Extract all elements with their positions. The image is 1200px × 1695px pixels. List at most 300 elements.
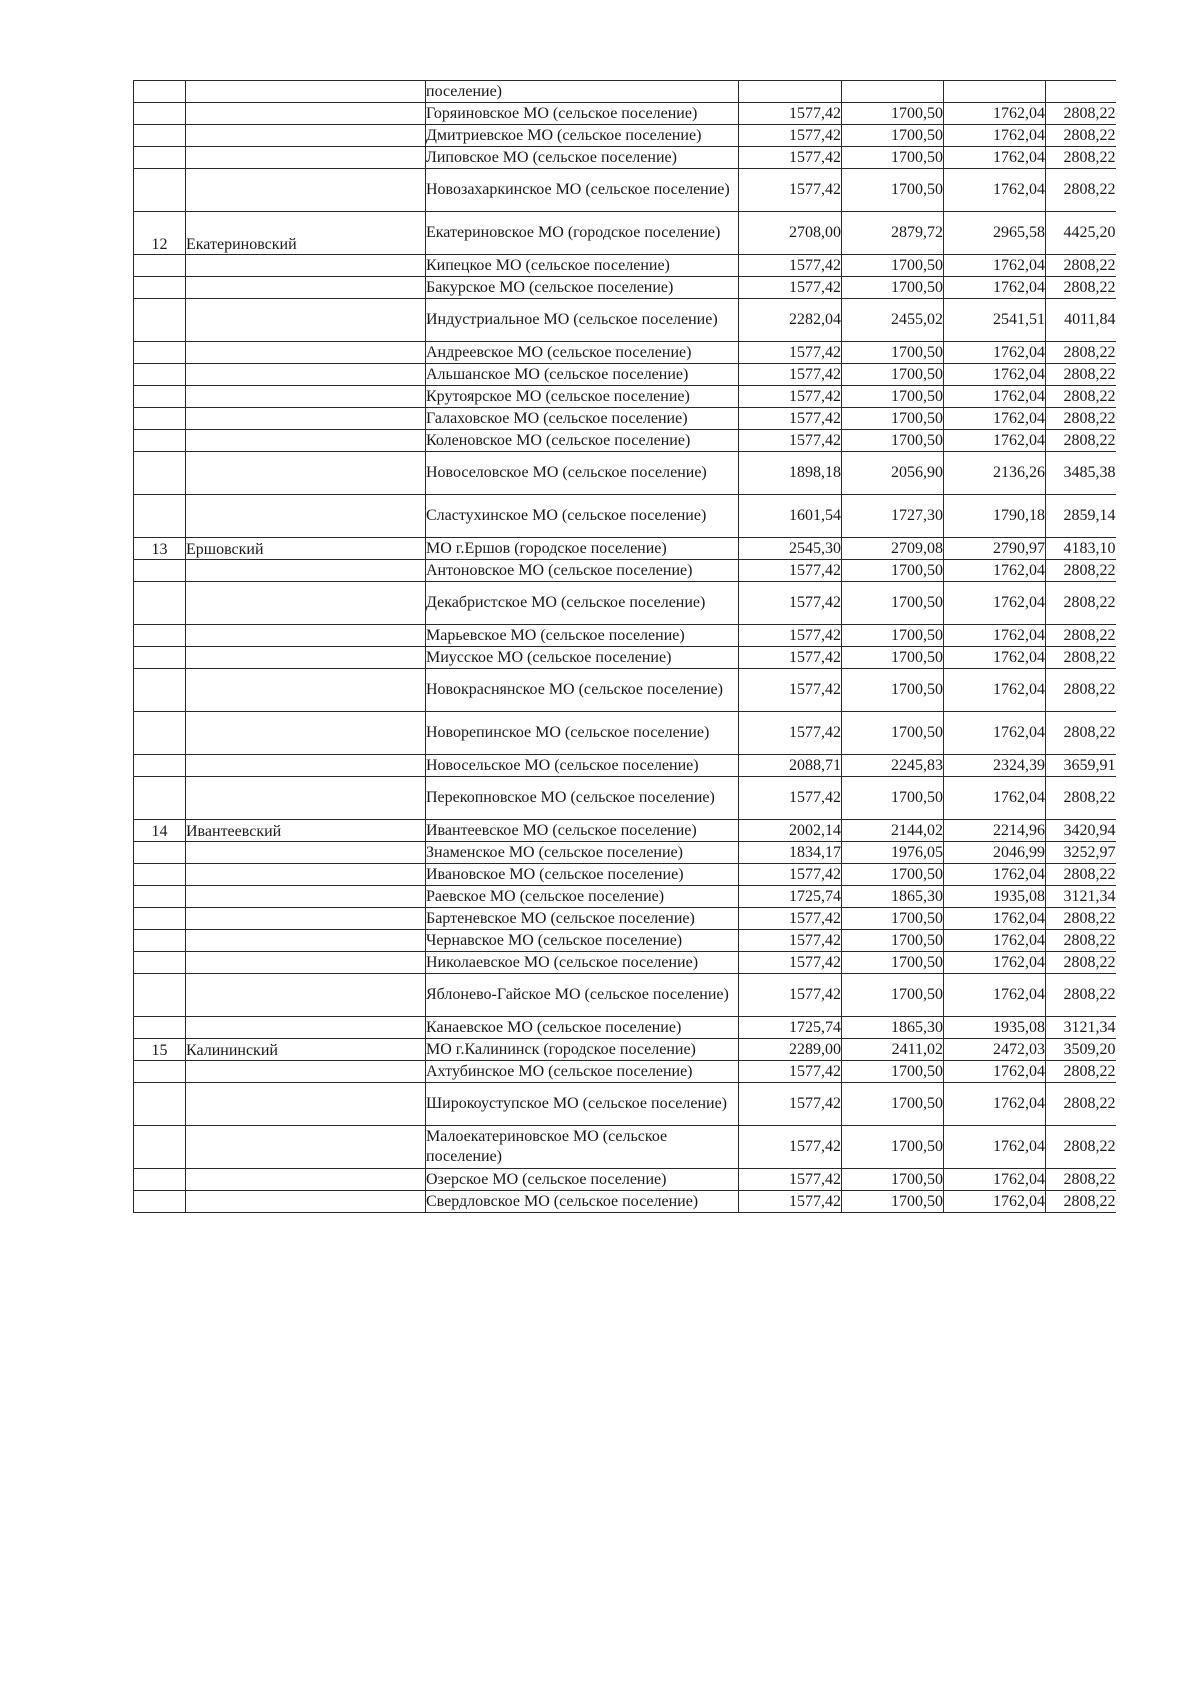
value-cell: 1700,50 (842, 386, 944, 408)
district-cell (186, 81, 426, 103)
value-cell: 1725,74 (739, 1017, 842, 1039)
row-number-cell (134, 81, 186, 103)
value-cell: 1577,42 (739, 908, 842, 930)
municipality-cell: Галаховское МО (сельское поселение) (426, 408, 739, 430)
table-row (134, 930, 1116, 952)
district-cell (186, 864, 426, 886)
row-number-cell (134, 386, 186, 408)
municipality-cell: Ивановское МО (сельское поселение) (426, 864, 739, 886)
value-cell: 1577,42 (739, 864, 842, 886)
value-cell: 1700,50 (842, 777, 944, 820)
value-cell: 1700,50 (842, 560, 944, 582)
value-cell: 1700,50 (842, 1169, 944, 1191)
district-cell (186, 495, 426, 538)
value-cell: 2136,26 (944, 452, 1046, 495)
value-cell: 1577,42 (739, 560, 842, 582)
row-number-cell (134, 952, 186, 974)
table-row (134, 864, 1116, 886)
district-cell (186, 342, 426, 364)
value-cell: 1865,30 (842, 886, 944, 908)
row-number-cell (134, 930, 186, 952)
value-cell: 2808,22 (1046, 974, 1116, 1017)
district-cell (186, 560, 426, 582)
value-cell: 2214,96 (944, 820, 1046, 842)
table-row (134, 1126, 1116, 1169)
district-cell (186, 886, 426, 908)
value-cell (944, 81, 1046, 103)
value-cell: 1700,50 (842, 1083, 944, 1126)
district-cell (186, 147, 426, 169)
municipality-cell: Екатериновское МО (городское поселение) (426, 212, 739, 255)
table-row (134, 1039, 1116, 1061)
value-cell: 2144,02 (842, 820, 944, 842)
municipality-cell: Крутоярское МО (сельское поселение) (426, 386, 739, 408)
value-cell: 1762,04 (944, 1191, 1046, 1213)
value-cell: 2808,22 (1046, 147, 1116, 169)
value-cell: 1762,04 (944, 103, 1046, 125)
row-number-cell (134, 1191, 186, 1213)
value-cell: 1762,04 (944, 364, 1046, 386)
value-cell: 2808,22 (1046, 125, 1116, 147)
row-number-cell (134, 277, 186, 299)
value-cell: 2808,22 (1046, 560, 1116, 582)
municipality-cell: Новоселовское МО (сельское поселение) (426, 452, 739, 495)
table-row (134, 255, 1116, 277)
district-cell (186, 299, 426, 342)
value-cell: 1762,04 (944, 712, 1046, 755)
value-cell: 3121,34 (1046, 886, 1116, 908)
municipality-cell: Озерское МО (сельское поселение) (426, 1169, 739, 1191)
value-cell: 1577,42 (739, 277, 842, 299)
value-cell: 1577,42 (739, 255, 842, 277)
row-number-cell (134, 864, 186, 886)
district-cell (186, 625, 426, 647)
value-cell (739, 81, 842, 103)
municipality-cell: Декабристское МО (сельское поселение) (426, 582, 739, 625)
value-cell: 1762,04 (944, 908, 1046, 930)
table-row (134, 560, 1116, 582)
value-cell: 2808,22 (1046, 908, 1116, 930)
value-cell: 1725,74 (739, 886, 842, 908)
value-cell: 1865,30 (842, 1017, 944, 1039)
row-number-cell (134, 886, 186, 908)
value-cell: 1577,42 (739, 408, 842, 430)
value-cell: 1577,42 (739, 777, 842, 820)
municipality-cell: Свердловское МО (сельское поселение) (426, 1191, 739, 1213)
municipality-cell: Антоновское МО (сельское поселение) (426, 560, 739, 582)
table-row (134, 1061, 1116, 1083)
value-cell: 2808,22 (1046, 625, 1116, 647)
district-cell (186, 255, 426, 277)
value-cell: 1700,50 (842, 974, 944, 1017)
row-number-cell: 14 (134, 820, 186, 842)
row-number-cell: 12 (134, 212, 186, 255)
municipality-cell: Широкоуступское МО (сельское поселение) (426, 1083, 739, 1126)
value-cell: 3485,38 (1046, 452, 1116, 495)
value-cell (1046, 81, 1116, 103)
value-cell: 1700,50 (842, 255, 944, 277)
district-cell (186, 647, 426, 669)
value-cell: 1834,17 (739, 842, 842, 864)
value-cell: 2411,02 (842, 1039, 944, 1061)
district-cell (186, 842, 426, 864)
value-cell: 1976,05 (842, 842, 944, 864)
value-cell: 1762,04 (944, 342, 1046, 364)
value-cell: 1935,08 (944, 1017, 1046, 1039)
value-cell: 1762,04 (944, 169, 1046, 212)
value-cell: 2808,22 (1046, 777, 1116, 820)
municipality-cell: Новосельское МО (сельское поселение) (426, 755, 739, 777)
value-cell: 2808,22 (1046, 1061, 1116, 1083)
value-cell: 1577,42 (739, 169, 842, 212)
value-cell: 1577,42 (739, 1126, 842, 1169)
value-cell: 1700,50 (842, 712, 944, 755)
table-row (134, 582, 1116, 625)
value-cell: 1577,42 (739, 430, 842, 452)
value-cell: 1762,04 (944, 277, 1046, 299)
table-row (134, 452, 1116, 495)
value-cell: 1762,04 (944, 255, 1046, 277)
value-cell: 1577,42 (739, 952, 842, 974)
municipality-cell: МО г.Ершов (городское поселение) (426, 538, 739, 560)
value-cell: 1700,50 (842, 1191, 944, 1213)
row-number-cell (134, 560, 186, 582)
value-cell: 1700,50 (842, 147, 944, 169)
value-cell: 1762,04 (944, 1083, 1046, 1126)
district-cell (186, 930, 426, 952)
municipality-cell: МО г.Калининск (городское поселение) (426, 1039, 739, 1061)
value-cell: 2088,71 (739, 755, 842, 777)
value-cell: 3121,34 (1046, 1017, 1116, 1039)
municipality-cell: Новорепинское МО (сельское поселение) (426, 712, 739, 755)
row-number-cell (134, 495, 186, 538)
table-row (134, 755, 1116, 777)
value-cell: 1762,04 (944, 974, 1046, 1017)
municipality-cell: Канаевское МО (сельское поселение) (426, 1017, 739, 1039)
value-cell: 1762,04 (944, 1061, 1046, 1083)
value-cell: 1700,50 (842, 908, 944, 930)
value-cell: 2808,22 (1046, 255, 1116, 277)
value-cell: 1577,42 (739, 342, 842, 364)
row-number-cell (134, 582, 186, 625)
value-cell: 2808,22 (1046, 1126, 1116, 1169)
value-cell: 1762,04 (944, 1126, 1046, 1169)
table-row (134, 342, 1116, 364)
district-cell: Ивантеевский (186, 820, 426, 842)
district-cell (186, 1126, 426, 1169)
table-row (134, 669, 1116, 712)
value-cell: 1577,42 (739, 147, 842, 169)
municipality-cell: Яблонево-Гайское МО (сельское поселение) (426, 974, 739, 1017)
district-cell (186, 952, 426, 974)
row-number-cell (134, 255, 186, 277)
value-cell: 2056,90 (842, 452, 944, 495)
table-row (134, 81, 1116, 103)
row-number-cell (134, 430, 186, 452)
municipality-cell: Дмитриевское МО (сельское поселение) (426, 125, 739, 147)
municipality-cell: Новозахаркинское МО (сельское поселение) (426, 169, 739, 212)
table-row (134, 147, 1116, 169)
district-cell (186, 1017, 426, 1039)
value-cell: 1762,04 (944, 777, 1046, 820)
row-number-cell (134, 712, 186, 755)
value-cell: 1700,50 (842, 1126, 944, 1169)
district-cell (186, 1061, 426, 1083)
value-cell: 2545,30 (739, 538, 842, 560)
municipality-cell: Бакурское МО (сельское поселение) (426, 277, 739, 299)
value-cell: 1577,42 (739, 1169, 842, 1191)
row-number-cell (134, 908, 186, 930)
municipality-cell: Ивантеевское МО (сельское поселение) (426, 820, 739, 842)
value-cell: 3509,20 (1046, 1039, 1116, 1061)
table-row (134, 1191, 1116, 1213)
district-cell (186, 908, 426, 930)
row-number-cell (134, 625, 186, 647)
municipality-cell: Альшанское МО (сельское поселение) (426, 364, 739, 386)
value-cell: 1577,42 (739, 1083, 842, 1126)
district-cell (186, 452, 426, 495)
value-cell: 2808,22 (1046, 1083, 1116, 1126)
district-cell (186, 669, 426, 712)
value-cell: 2808,22 (1046, 952, 1116, 974)
value-cell: 2289,00 (739, 1039, 842, 1061)
table-row (134, 495, 1116, 538)
municipality-cell: Марьевское МО (сельское поселение) (426, 625, 739, 647)
value-cell: 2245,83 (842, 755, 944, 777)
table-row (134, 103, 1116, 125)
value-cell: 2808,22 (1046, 430, 1116, 452)
value-cell: 1898,18 (739, 452, 842, 495)
value-cell: 1700,50 (842, 1061, 944, 1083)
value-cell: 1700,50 (842, 125, 944, 147)
value-cell: 1700,50 (842, 103, 944, 125)
value-cell: 2324,39 (944, 755, 1046, 777)
value-cell: 2808,22 (1046, 386, 1116, 408)
district-cell (186, 169, 426, 212)
value-cell: 2708,00 (739, 212, 842, 255)
district-cell: Ершовский (186, 538, 426, 560)
value-cell: 1935,08 (944, 886, 1046, 908)
value-cell: 1700,50 (842, 582, 944, 625)
value-cell: 2709,08 (842, 538, 944, 560)
value-cell: 1700,50 (842, 647, 944, 669)
table-row (134, 1169, 1116, 1191)
municipality-cell: Ахтубинское МО (сельское поселение) (426, 1061, 739, 1083)
row-number-cell (134, 147, 186, 169)
row-number-cell (134, 408, 186, 430)
value-cell: 2808,22 (1046, 408, 1116, 430)
value-cell: 1577,42 (739, 930, 842, 952)
value-cell: 1577,42 (739, 582, 842, 625)
value-cell: 2808,22 (1046, 364, 1116, 386)
row-number-cell (134, 1169, 186, 1191)
table-row (134, 777, 1116, 820)
value-cell: 2282,04 (739, 299, 842, 342)
value-cell: 2455,02 (842, 299, 944, 342)
row-number-cell: 15 (134, 1039, 186, 1061)
district-cell: Екатериновский (186, 212, 426, 255)
value-cell: 1700,50 (842, 952, 944, 974)
value-cell: 2859,14 (1046, 495, 1116, 538)
row-number-cell (134, 1083, 186, 1126)
municipality-cell: Горяиновское МО (сельское поселение) (426, 103, 739, 125)
municipality-cell: Раевское МО (сельское поселение) (426, 886, 739, 908)
value-cell: 2046,99 (944, 842, 1046, 864)
value-cell: 2808,22 (1046, 647, 1116, 669)
municipality-cell: Малоекатериновское МО (сельское поселение) (426, 1126, 739, 1169)
value-cell: 2472,03 (944, 1039, 1046, 1061)
municipality-cell: поселение) (426, 81, 739, 103)
table-row (134, 125, 1116, 147)
district-cell (186, 1169, 426, 1191)
district-cell (186, 755, 426, 777)
value-cell: 2808,22 (1046, 864, 1116, 886)
value-cell: 1762,04 (944, 125, 1046, 147)
value-cell: 1762,04 (944, 147, 1046, 169)
row-number-cell (134, 647, 186, 669)
value-cell: 1700,50 (842, 864, 944, 886)
row-number-cell (134, 1017, 186, 1039)
municipality-cell: Николаевское МО (сельское поселение) (426, 952, 739, 974)
value-cell: 1700,50 (842, 169, 944, 212)
value-cell: 1727,30 (842, 495, 944, 538)
value-cell: 3420,94 (1046, 820, 1116, 842)
district-cell (186, 386, 426, 408)
value-cell: 2808,22 (1046, 1191, 1116, 1213)
table-row (134, 386, 1116, 408)
value-cell: 1762,04 (944, 1169, 1046, 1191)
municipality-cell: Андреевское МО (сельское поселение) (426, 342, 739, 364)
value-cell: 1762,04 (944, 930, 1046, 952)
table-row (134, 538, 1116, 560)
district-cell (186, 125, 426, 147)
value-cell: 1762,04 (944, 952, 1046, 974)
table-row (134, 886, 1116, 908)
row-number-cell (134, 364, 186, 386)
value-cell: 1700,50 (842, 408, 944, 430)
table-row (134, 299, 1116, 342)
table-row (134, 1017, 1116, 1039)
row-number-cell (134, 755, 186, 777)
value-cell: 1762,04 (944, 647, 1046, 669)
table-row (134, 952, 1116, 974)
row-number-cell (134, 103, 186, 125)
municipality-cell: Чернавское МО (сельское поселение) (426, 930, 739, 952)
value-cell: 2808,22 (1046, 169, 1116, 212)
value-cell: 1762,04 (944, 408, 1046, 430)
value-cell: 1762,04 (944, 625, 1046, 647)
value-cell: 1762,04 (944, 669, 1046, 712)
value-cell: 1700,50 (842, 277, 944, 299)
table-body (134, 81, 1116, 1213)
municipality-cell: Перекопновское МО (сельское поселение) (426, 777, 739, 820)
value-cell: 1577,42 (739, 364, 842, 386)
row-number-cell (134, 974, 186, 1017)
district-cell (186, 364, 426, 386)
row-number-cell (134, 125, 186, 147)
row-number-cell (134, 452, 186, 495)
value-cell: 2808,22 (1046, 103, 1116, 125)
municipality-cell: Индустриальное МО (сельское поселение) (426, 299, 739, 342)
district-cell: Калининский (186, 1039, 426, 1061)
value-cell: 1601,54 (739, 495, 842, 538)
value-cell: 1762,04 (944, 560, 1046, 582)
district-cell (186, 712, 426, 755)
value-cell: 1762,04 (944, 430, 1046, 452)
row-number-cell (134, 342, 186, 364)
row-number-cell: 13 (134, 538, 186, 560)
value-cell: 1577,42 (739, 974, 842, 1017)
value-cell: 1577,42 (739, 1191, 842, 1213)
value-cell: 1700,50 (842, 625, 944, 647)
value-cell: 1762,04 (944, 864, 1046, 886)
row-number-cell (134, 1061, 186, 1083)
value-cell: 2808,22 (1046, 277, 1116, 299)
value-cell: 1577,42 (739, 647, 842, 669)
table-row (134, 364, 1116, 386)
municipality-cell: Новокраснянское МО (сельское поселение) (426, 669, 739, 712)
row-number-cell (134, 1126, 186, 1169)
value-cell: 2808,22 (1046, 669, 1116, 712)
value-cell: 1700,50 (842, 364, 944, 386)
value-cell: 1577,42 (739, 669, 842, 712)
value-cell: 1700,50 (842, 669, 944, 712)
value-cell: 2808,22 (1046, 930, 1116, 952)
value-cell: 2879,72 (842, 212, 944, 255)
table-row (134, 212, 1116, 255)
value-cell: 2965,58 (944, 212, 1046, 255)
value-cell: 1790,18 (944, 495, 1046, 538)
table-row (134, 712, 1116, 755)
value-cell: 1577,42 (739, 712, 842, 755)
value-cell: 3659,91 (1046, 755, 1116, 777)
table-row (134, 974, 1116, 1017)
value-cell (842, 81, 944, 103)
row-number-cell (134, 299, 186, 342)
district-cell (186, 1191, 426, 1213)
table-row (134, 169, 1116, 212)
table-row (134, 842, 1116, 864)
municipality-cell: Миусское МО (сельское поселение) (426, 647, 739, 669)
district-cell (186, 777, 426, 820)
value-cell: 4011,84 (1046, 299, 1116, 342)
value-cell: 2808,22 (1046, 712, 1116, 755)
table-row (134, 430, 1116, 452)
row-number-cell (134, 669, 186, 712)
value-cell: 1762,04 (944, 582, 1046, 625)
row-number-cell (134, 777, 186, 820)
value-cell: 3252,97 (1046, 842, 1116, 864)
value-cell: 1700,50 (842, 930, 944, 952)
table-row (134, 408, 1116, 430)
table-row (134, 647, 1116, 669)
value-cell: 1577,42 (739, 103, 842, 125)
row-number-cell (134, 169, 186, 212)
table-row (134, 1083, 1116, 1126)
municipality-cell: Знаменское МО (сельское поселение) (426, 842, 739, 864)
value-cell: 4183,10 (1046, 538, 1116, 560)
tariff-table (133, 80, 1116, 1213)
value-cell: 1700,50 (842, 430, 944, 452)
value-cell: 2808,22 (1046, 342, 1116, 364)
municipality-cell: Кипецкое МО (сельское поселение) (426, 255, 739, 277)
value-cell: 1577,42 (739, 386, 842, 408)
value-cell: 2541,51 (944, 299, 1046, 342)
table-row (134, 277, 1116, 299)
district-cell (186, 277, 426, 299)
municipality-cell: Сластухинское МО (сельское поселение) (426, 495, 739, 538)
value-cell: 2808,22 (1046, 582, 1116, 625)
